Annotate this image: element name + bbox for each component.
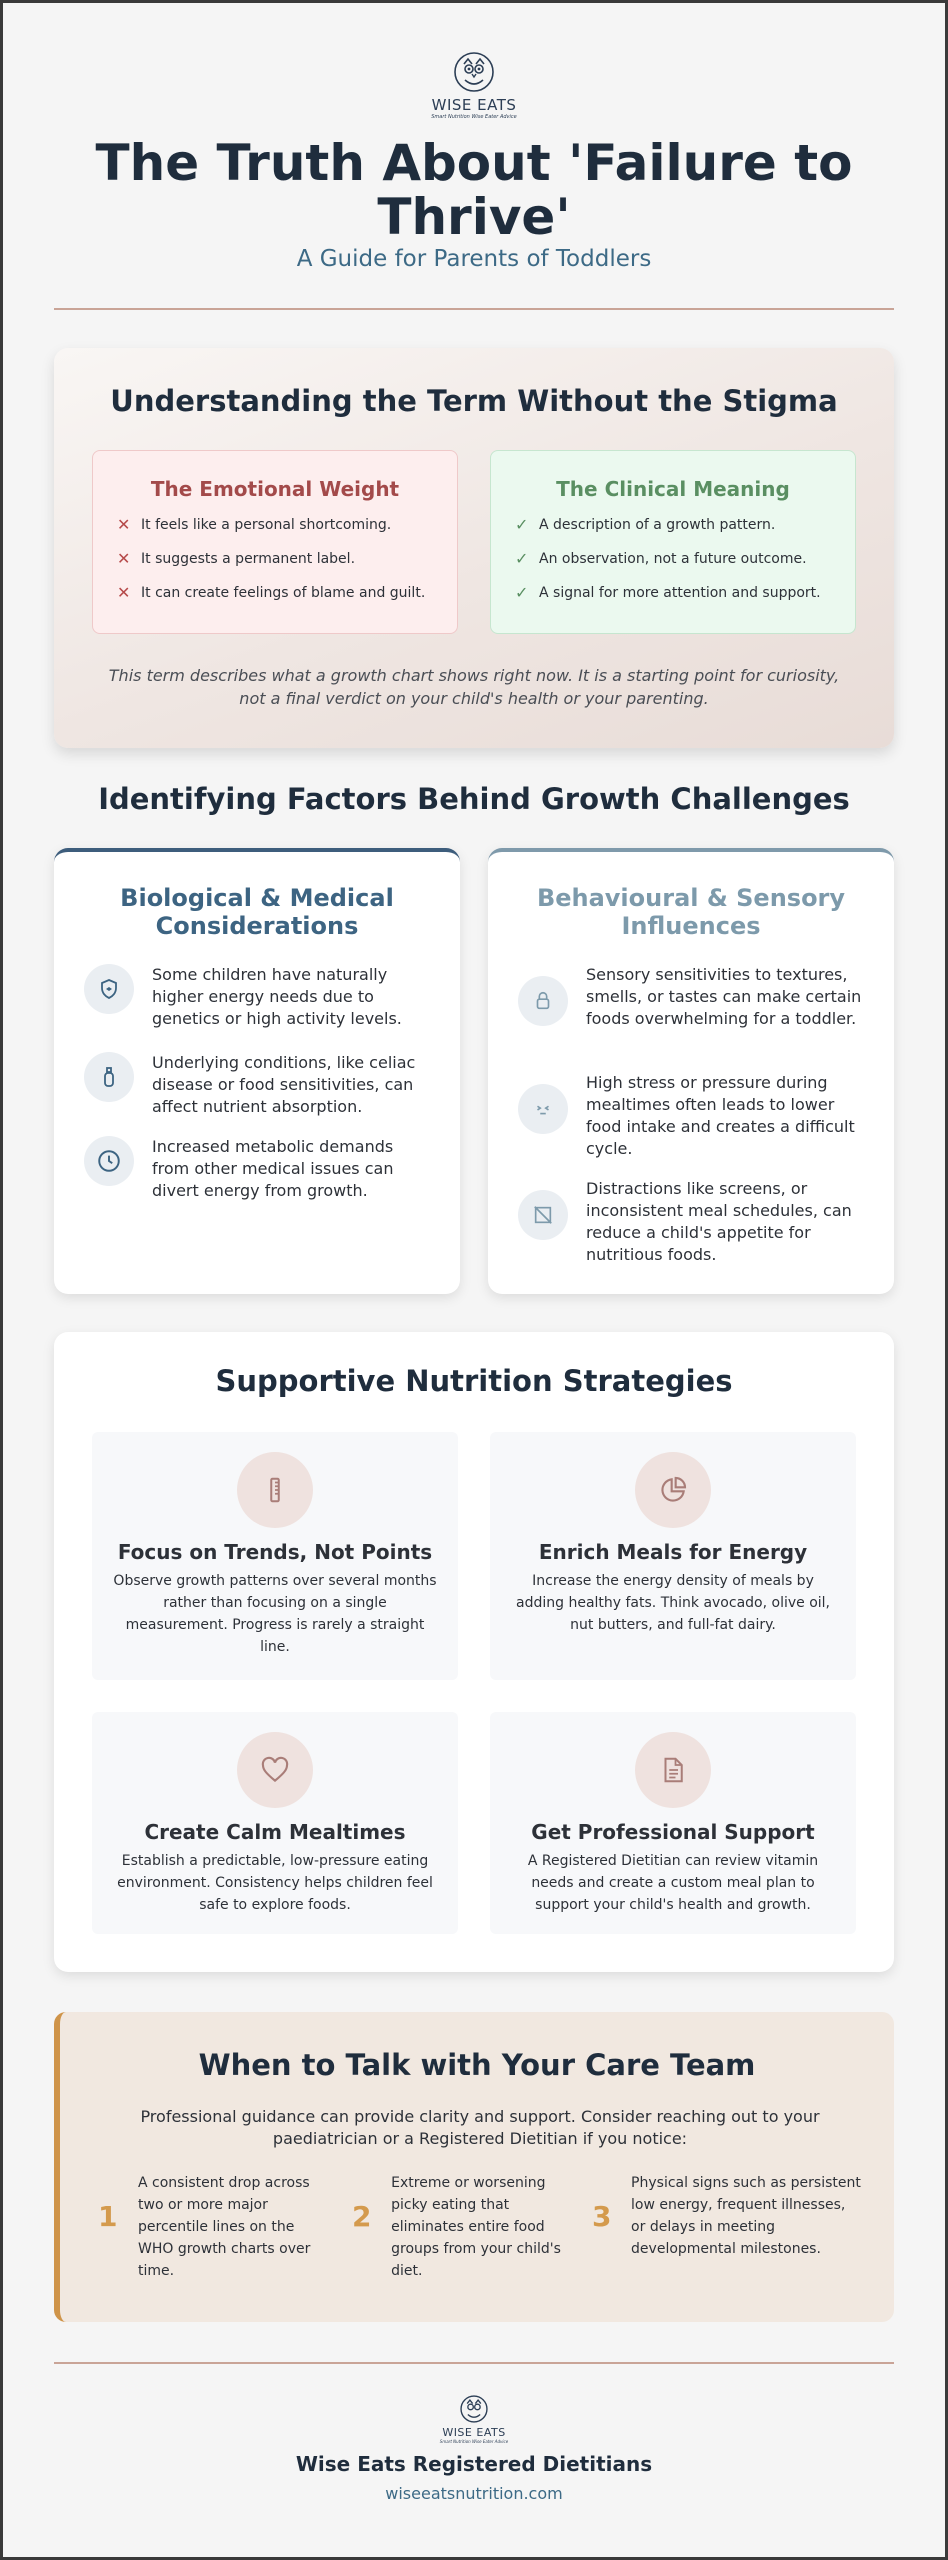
document-icon (635, 1732, 711, 1808)
step-text: Extreme or worsening picky eating that eliminates entire food groups from your child's diet. (391, 2175, 561, 2279)
strategy-item (490, 1432, 856, 1680)
clinical-item-text: An observation, not a future outcome. (539, 551, 807, 567)
ruler-icon (237, 1452, 313, 1528)
care-team-title: When to Talk with Your Care Team (198, 2048, 756, 2082)
strategy-text: A Registered Dietitian can review vitamin needs and create a custom meal plan to support your child's health and growth. (527, 1853, 819, 1913)
strategies-title: Supportive Nutrition Strategies (215, 1364, 733, 1398)
care-step (98, 2172, 328, 2282)
clinical-item-text: A description of a growth pattern. (539, 517, 776, 533)
strategy-heading: Enrich Meals for Energy (538, 1540, 808, 1564)
factor-item (518, 1178, 868, 1266)
factor-item (84, 1136, 434, 1202)
emotional-weight-heading: The Emotional Weight (150, 477, 400, 501)
factor-item (84, 964, 434, 1030)
strategy-text: Establish a predictable, low-pressure eating environment. Consistency helps children feel safe to explore foods. (117, 1853, 433, 1913)
list-item (515, 583, 855, 603)
care-step (352, 2172, 576, 2282)
factors-title: Identifying Factors Behind Growth Challenges (98, 782, 850, 816)
cross-icon: ✕ (117, 549, 131, 568)
bottle-icon (84, 1052, 134, 1102)
list-item (515, 549, 855, 569)
footer-org-name: Wise Eats Registered Dietitians (295, 2452, 653, 2476)
stigma-card (54, 348, 894, 748)
list-item (117, 583, 457, 603)
strategies-card (54, 1332, 894, 1972)
checkmark-icon: ✓ (515, 549, 529, 568)
screen-off-icon (518, 1190, 568, 1240)
header-divider (54, 308, 894, 310)
strategy-heading: Get Professional Support (531, 1820, 815, 1844)
biological-factors-card (54, 848, 460, 1294)
checkmark-icon: ✓ (515, 515, 529, 534)
strategy-text: Increase the energy density of meals by adding healthy fats. Think avocado, olive oil, nut butters, and full-fat dairy. (516, 1573, 830, 1633)
emotional-item-text: It feels like a personal shortcoming. (141, 517, 392, 533)
list-item (117, 549, 457, 569)
care-team-card (54, 2012, 894, 2322)
emotional-item-text: It can create feelings of blame and guilt. (141, 585, 426, 601)
lock-icon (518, 976, 568, 1026)
clinical-item-text: A signal for more attention and support. (539, 585, 821, 601)
strategy-heading: Create Calm Mealtimes (144, 1820, 406, 1844)
checkmark-icon: ✓ (515, 583, 529, 602)
owl-logo-icon (459, 2394, 489, 2424)
step-text: A consistent drop across two or more major percentile lines on the WHO growth charts over time. (138, 2175, 311, 2279)
factor-text: Some children have naturally higher energy needs due to genetics or high activity levels. (152, 965, 402, 1028)
strategy-text: Observe growth patterns over several months rather than focusing on a single measurement. Progress is rarely a straight line. (113, 1573, 437, 1655)
care-team-intro: Professional guidance can provide clarity and support. Consider reaching out to your paediatrician or a Registered Dietitian if you notice: (140, 2107, 820, 2148)
factor-text: Distractions like screens, or inconsistent meal schedules, can reduce a child's appetite for nutritious foods. (586, 1179, 852, 1264)
brand-tagline: Smart Nutrition Wise Eater Advice (431, 114, 517, 120)
clinical-meaning-box (490, 450, 856, 634)
stigma-title: Understanding the Term Without the Stigma (110, 384, 838, 418)
step-text: Physical signs such as persistent low energy, frequent illnesses, or delays in meeting developmental milestones. (631, 2175, 861, 2257)
cross-icon: ✕ (117, 515, 131, 534)
brand-name: WISE EATS (431, 96, 517, 114)
factor-item (84, 1052, 434, 1118)
footer-logo (0, 2394, 948, 2444)
factor-item (518, 1072, 868, 1160)
footer-divider (54, 2362, 894, 2364)
footer-brand-tagline: Smart Nutrition Wise Eater Advice (439, 2439, 509, 2444)
brand-logo (0, 50, 948, 120)
stigma-note: This term describes what a growth chart shows right now. It is a starting point for curiosity, not a final verdict on your child's health or your parenting. (108, 666, 840, 708)
shield-icon (84, 964, 134, 1014)
list-item (117, 515, 457, 535)
behavioural-factors-card (488, 848, 894, 1294)
emotional-weight-box (92, 450, 458, 634)
owl-logo-icon (452, 50, 496, 94)
strategy-item (92, 1432, 458, 1680)
clinical-meaning-heading: The Clinical Meaning (556, 477, 790, 501)
list-item (515, 515, 855, 535)
emotional-item-text: It suggests a permanent label. (141, 551, 356, 567)
pie-chart-icon (635, 1452, 711, 1528)
heart-icon (237, 1732, 313, 1808)
strategy-heading: Focus on Trends, Not Points (117, 1540, 433, 1564)
factor-text: Increased metabolic demands from other medical issues can divert energy from growth. (152, 1137, 394, 1200)
step-number: 3 (592, 2200, 612, 2233)
footer-website-link[interactable]: wiseeatsnutrition.com (385, 2484, 563, 2503)
clock-icon (84, 1136, 134, 1186)
footer-brand-name: WISE EATS (442, 2426, 506, 2439)
factor-text: Underlying conditions, like celiac disease or food sensitivities, can affect nutrient absorption. (152, 1053, 416, 1116)
behavioural-heading: Behavioural & Sensory Influences (536, 884, 846, 940)
step-number: 2 (352, 2200, 372, 2233)
strategy-item (92, 1712, 458, 1934)
biological-heading: Biological & Medical Considerations (120, 884, 394, 940)
care-step (592, 2172, 862, 2260)
factor-text: Sensory sensitivities to textures, smells, or tastes can make certain foods overwhelming for a toddler. (586, 965, 862, 1028)
stressed-face-icon (518, 1084, 568, 1134)
page-title: The Truth About 'Failure to Thrive' (95, 134, 853, 246)
page-subtitle: A Guide for Parents of Toddlers (296, 246, 652, 272)
factor-item (518, 964, 868, 1030)
cross-icon: ✕ (117, 583, 131, 602)
step-number: 1 (98, 2200, 118, 2233)
strategy-item (490, 1712, 856, 1934)
factor-text: High stress or pressure during mealtimes often leads to lower food intake and creates a difficult cycle. (586, 1073, 855, 1158)
